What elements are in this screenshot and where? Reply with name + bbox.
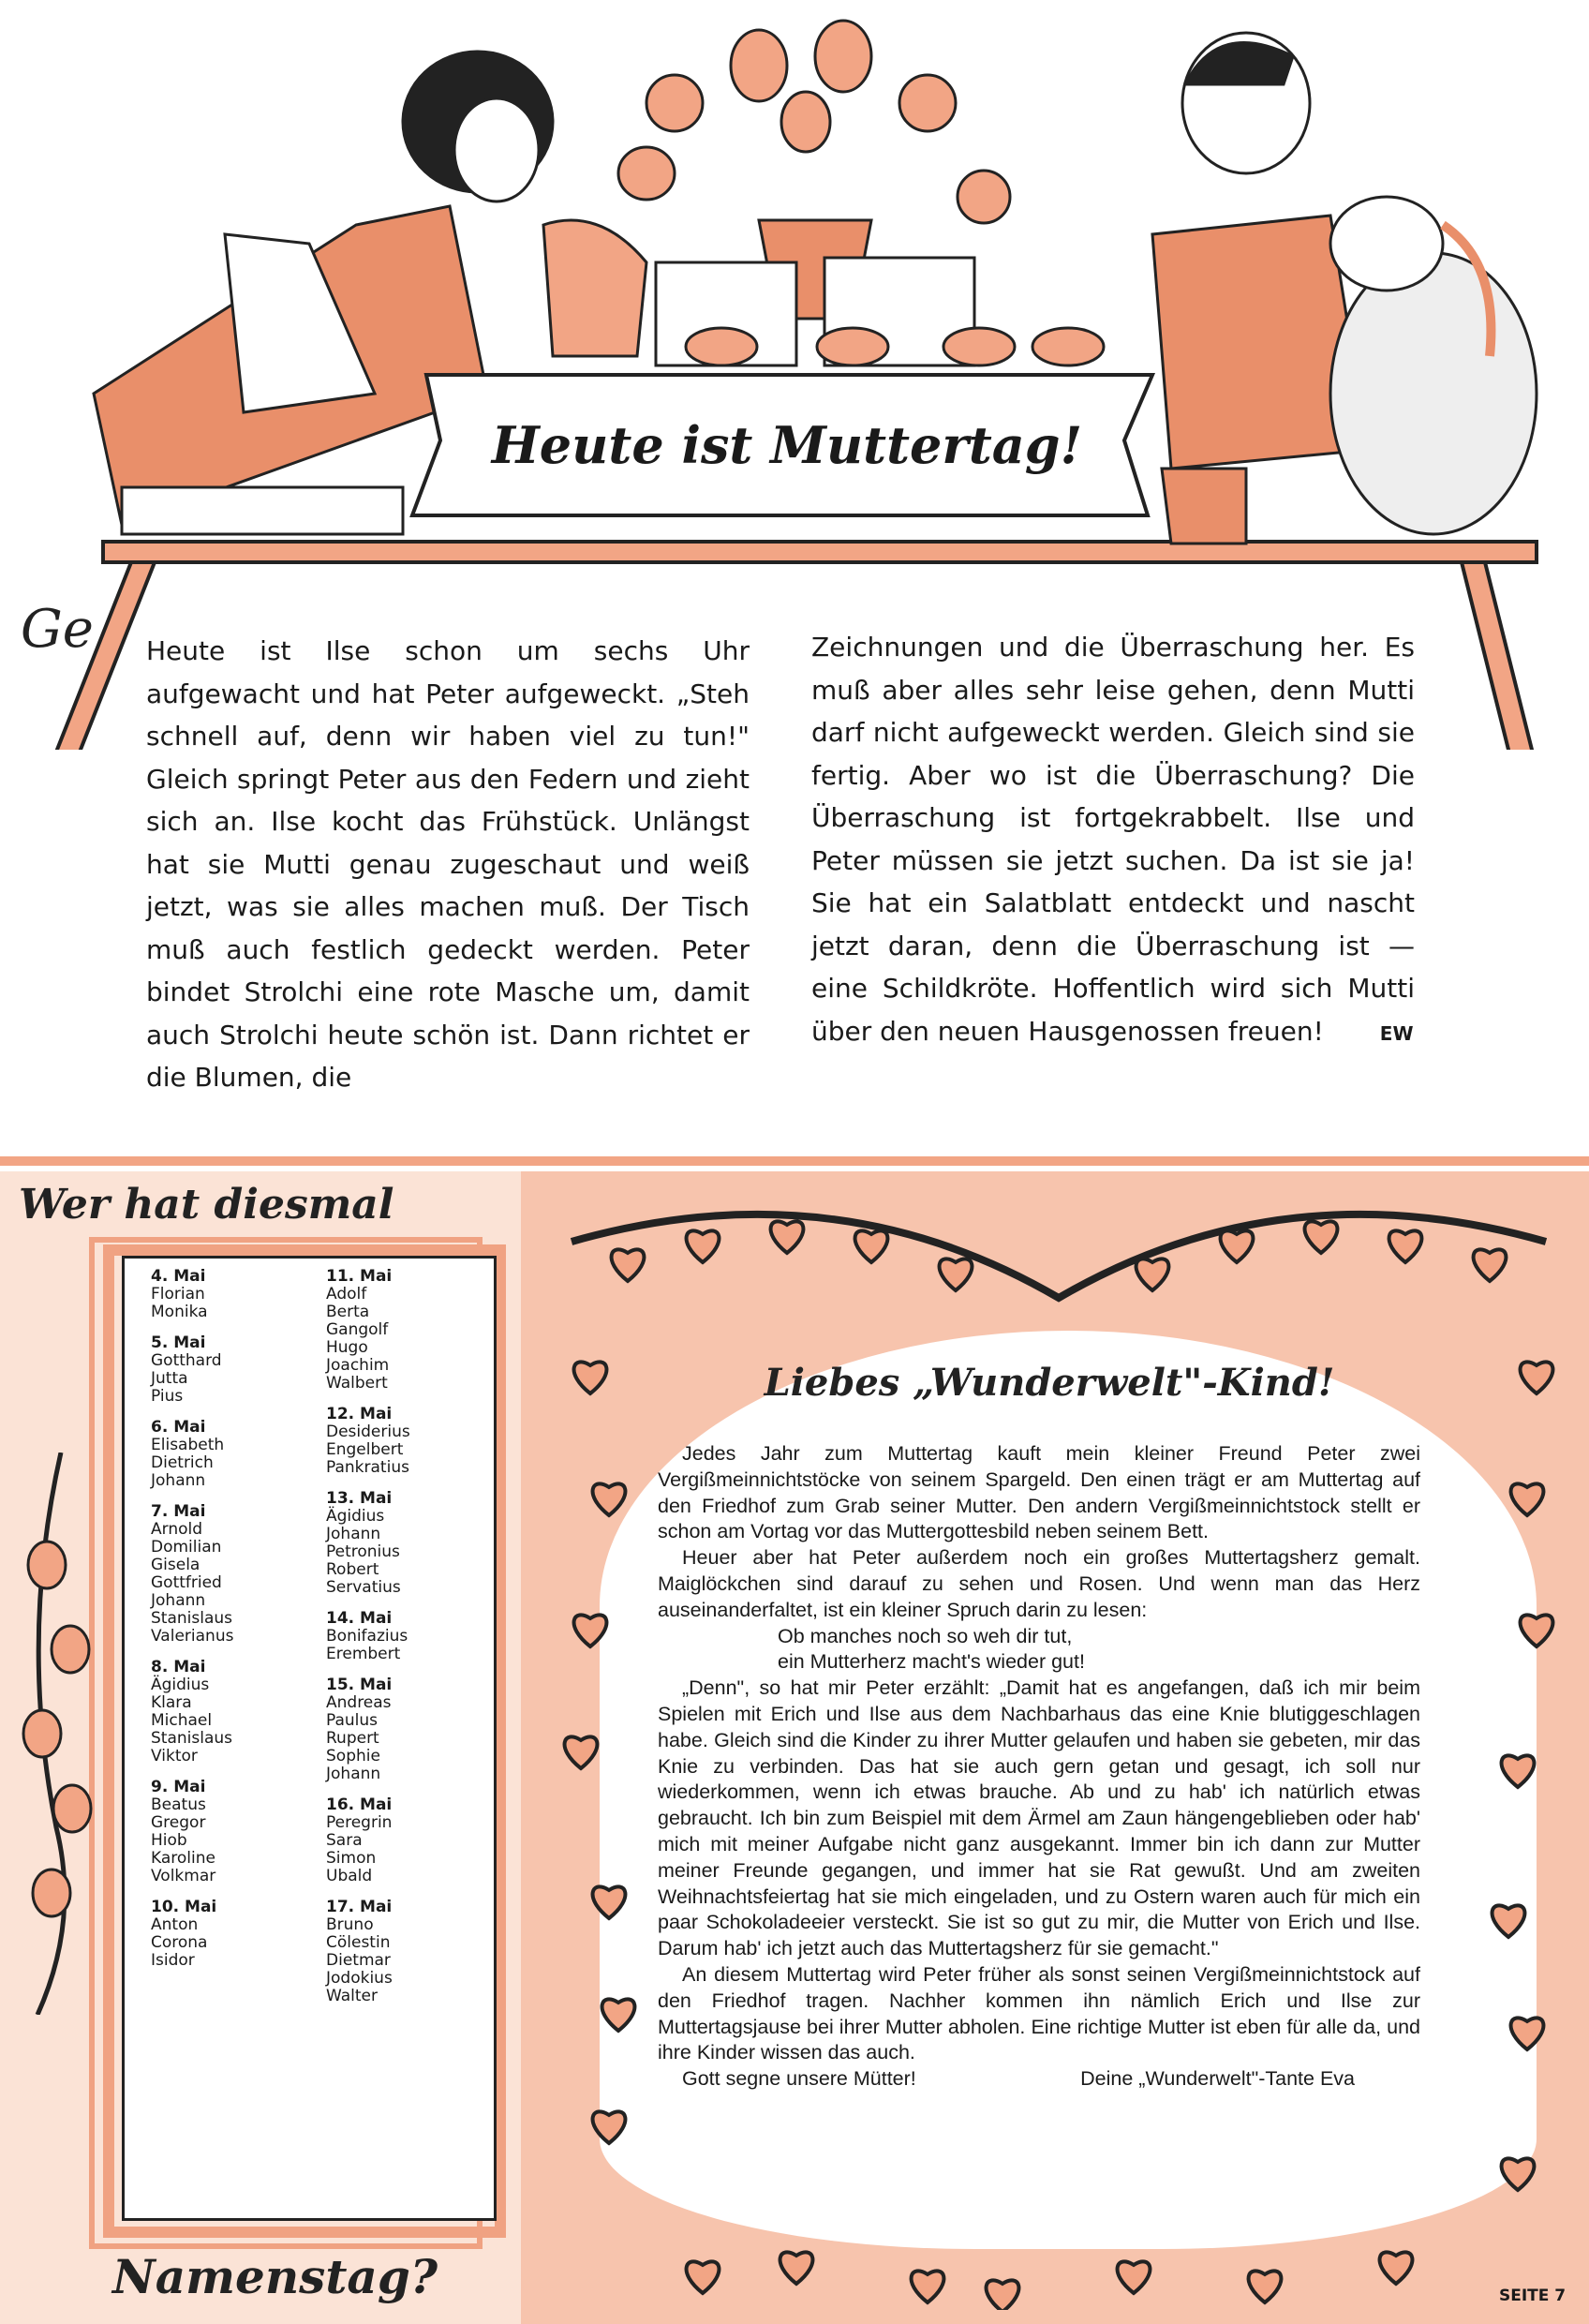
section-divider bbox=[0, 1156, 1589, 1166]
heart-icon bbox=[780, 2252, 813, 2284]
namenstag-name: Dietmar bbox=[326, 1951, 391, 1970]
letter-paragraph: „Denn", so hat mir Peter erzählt: „Damit hat es angefangen, daß ich mir beim Spielen mit Erich und Ilse aus dem Nachbarhaus das eine Knie blutiggeschlagen habe. Gleich sind die Kinder zu ihrer Mutter gelaufen und haben sie gebeten, mir das Knie zu verbinden. Das hat sie auch gern getan und gesagt, ich soll nur wiederkommen, wenn ich etwas brauche. Ab und zu hab' ich natürlich etwas gebraucht. Ich bin zum Beispiel mit dem Ärmel am Zaun hängengeblieben oder hab' mich mit meiner Aufgabe nicht ganz ausgekannt. Immer bin ich dann zur Mutter meiner Freunde gegangen, und immer hat sie Rat gewußt. Und am zweiten Weihnachtsfeiertag hat sie mich eingeladen, und zu Ostern waren auch für mich ein paar Schokoladeeier versteckt. Sie ist so gut zu mir, die Mutter von Erich und Ilse. Darum hab' ich jetzt auch das Muttertagsherz für sie gemacht." bbox=[658, 1676, 1420, 1960]
namenstag-date: 16. Mai bbox=[326, 1795, 393, 1814]
namenstag-name: Gangolf bbox=[326, 1320, 389, 1339]
namenstag-date: 7. Mai bbox=[151, 1502, 206, 1521]
namenstag-name: Walbert bbox=[326, 1374, 388, 1393]
namenstag-name: Simon bbox=[326, 1849, 377, 1868]
heart-icon bbox=[940, 1259, 973, 1290]
heart-icon bbox=[771, 1221, 804, 1253]
heart-icon bbox=[574, 1615, 607, 1646]
namenstag-date: 8. Mai bbox=[151, 1658, 206, 1676]
namenstag-name: Gotthard bbox=[151, 1351, 222, 1370]
namenstag-title-top: Wer hat diesmal bbox=[19, 1181, 394, 1229]
namenstag-name: Hugo bbox=[326, 1338, 368, 1357]
namenstag-name: Jutta bbox=[151, 1369, 188, 1388]
heart-icon bbox=[1521, 1362, 1553, 1393]
namenstag-name: Beatus bbox=[151, 1795, 206, 1814]
page-number: SEITE 7 bbox=[1499, 2287, 1567, 2305]
namenstag-name: Pankratius bbox=[326, 1458, 409, 1477]
heart-icon bbox=[1249, 2271, 1282, 2302]
heart-icon bbox=[593, 1886, 626, 1918]
namenstag-list-card bbox=[122, 1256, 497, 2221]
heart-icon bbox=[593, 2111, 626, 2143]
namenstag-name: Stanislaus bbox=[151, 1729, 233, 1748]
namenstag-name: Karoline bbox=[151, 1849, 215, 1868]
namenstag-date: 5. Mai bbox=[151, 1333, 206, 1352]
namenstag-name: Adolf bbox=[326, 1285, 367, 1304]
letter-blessing: Gott segne unsere Mütter! bbox=[682, 2067, 916, 2091]
namenstag-date: 11. Mai bbox=[326, 1267, 393, 1286]
namenstag-name: Berta bbox=[326, 1303, 370, 1321]
namenstag-date: 15. Mai bbox=[326, 1676, 393, 1694]
heart-icon bbox=[1511, 1483, 1544, 1515]
story-column-left: Heute ist Ilse schon um sechs Uhr aufgewacht und hat Peter aufgeweckt. „Steh schnell auf, denn wir haben viel zu tun!" Gleich springt Peter aus den Federn und zieht sich an. Ilse kocht das Frühstück. Unlängst hat sie Mutti genau zugeschaut und weiß jetzt, was sie alles machen muß. Der Tisch muß auch festlich gedeckt werden. Peter bindet Strolchi eine rote Masche um, damit auch Strolchi heute schön ist. Dann richtet er die Blumen, die bbox=[146, 635, 750, 1093]
letter-paragraph: Jedes Jahr zum Muttertag kauft mein kleiner Freund Peter zwei Vergißmeinnichtstöcke von seinem Spargeld. Den einen trägt er am Muttertag auf den Friedhof zum Grab seiner Mutter. Den andern Vergißmeinnichtstock stellt er schon am Vortag vor das Muttergottesbild neben seinem Bett. bbox=[658, 1442, 1420, 1543]
namenstag-date: 9. Mai bbox=[151, 1778, 206, 1796]
heart-icon bbox=[1511, 2018, 1544, 2049]
namenstag-date: 12. Mai bbox=[326, 1405, 393, 1423]
namenstag-date: 17. Mai bbox=[326, 1898, 393, 1916]
namenstag-name: Florian bbox=[151, 1285, 205, 1304]
story-column-right bbox=[811, 626, 1415, 1055]
namenstag-name: Erembert bbox=[326, 1645, 401, 1663]
heart-icon bbox=[1380, 2252, 1413, 2284]
namenstag-name: Corona bbox=[151, 1933, 208, 1952]
namenstag-name: Peregrin bbox=[326, 1813, 393, 1832]
namenstag-name: Viktor bbox=[151, 1747, 198, 1765]
story-author: EW bbox=[1379, 1021, 1414, 1045]
letter-title: Liebes „Wunderwelt"-Kind! bbox=[764, 1361, 1335, 1405]
namenstag-name: Dietrich bbox=[151, 1453, 214, 1472]
heart-icon bbox=[565, 1736, 598, 1768]
namenstag-name: Isidor bbox=[151, 1951, 195, 1970]
namenstag-date: 4. Mai bbox=[151, 1267, 206, 1286]
namenstag-column-1 bbox=[151, 1268, 233, 1970]
namenstag-name: Anton bbox=[151, 1915, 199, 1934]
namenstag-name: Hiob bbox=[151, 1831, 187, 1850]
namenstag-name: Servatius bbox=[326, 1578, 401, 1597]
namenstag-name: Johann bbox=[151, 1471, 206, 1490]
namenstag-column-2 bbox=[326, 1268, 410, 2005]
letter-body bbox=[658, 1441, 1420, 2093]
heart-icon bbox=[1502, 1755, 1535, 1787]
namenstag-name: Jodokius bbox=[326, 1969, 393, 1988]
namenstag-name: Stanislaus bbox=[151, 1609, 233, 1628]
heart-icon bbox=[612, 1249, 645, 1281]
heart-icon bbox=[1474, 1249, 1507, 1281]
namenstag-name: Ubald bbox=[326, 1867, 373, 1885]
letter-paragraph: Heuer aber hat Peter außerdem noch ein großes Muttertagsherz gemalt. Maiglöckchen sind darauf zu sehen und Rosen. Und wenn man das Herz auseinanderfaltet, ist ein kleiner Spruch darin zu lesen: bbox=[658, 1546, 1420, 1621]
namenstag-date: 14. Mai bbox=[326, 1609, 393, 1628]
namenstag-name: Michael bbox=[151, 1711, 213, 1730]
story-text-right: Zeichnungen und die Überraschung her. Es muß aber alles sehr leise gehen, denn Mutti darf nicht aufgeweckt werden. Gleich sind sie fertig. Aber wo ist die Überraschung? Die Überraschung ist fortgekrabbelt. Ilse und Peter müssen sie jetzt suchen. Da ist sie ja! Sie hat ein Salatblatt entdeckt und nascht jetzt daran, denn die Überraschung ist — eine Schildkröte. Hoffentlich wird sich Mutti über den neuen Hausgenossen freuen! bbox=[811, 632, 1415, 1047]
namenstag-name: Cölestin bbox=[326, 1933, 391, 1952]
namenstag-name: Domilian bbox=[151, 1538, 222, 1557]
illustrator-signature-ge: Ge bbox=[21, 599, 94, 660]
namenstag-name: Andreas bbox=[326, 1693, 392, 1712]
namenstag-name: Bonifazius bbox=[326, 1627, 408, 1646]
namenstag-name: Klara bbox=[151, 1693, 192, 1712]
namenstag-name: Gregor bbox=[151, 1813, 206, 1832]
letter-signature: Deine „Wunderwelt"-Tante Eva bbox=[1080, 2067, 1355, 2091]
namenstag-name: Robert bbox=[326, 1560, 379, 1579]
boy-and-dog-illustration bbox=[1152, 33, 1537, 544]
namenstag-name: Paulus bbox=[326, 1711, 379, 1730]
heart-icon bbox=[987, 2280, 1019, 2310]
heart-icon bbox=[687, 1230, 720, 1262]
namenstag-name: Petronius bbox=[326, 1542, 400, 1561]
namenstag-name: Gottfried bbox=[151, 1573, 222, 1592]
heart-icon bbox=[593, 1483, 626, 1515]
letter-paragraph: An diesem Muttertag wird Peter früher als sonst seinen Vergißmeinnichtstock auf den Friedhof tragen. Nachher kommen ihn nämlich Erich und Ilse zur Muttertagsjause bei ihrer Mutter abholen. Eine richtige Mutter ist eben für alle da, und ihre Kinder wissen das auch. bbox=[658, 1962, 1420, 2064]
namenstag-name: Monika bbox=[151, 1303, 208, 1321]
heart-icon bbox=[912, 2271, 944, 2302]
namenstag-name: Johann bbox=[326, 1525, 381, 1543]
lily-of-valley-icon bbox=[5, 1452, 98, 2015]
namenstag-name: Volkmar bbox=[151, 1867, 216, 1885]
heart-icon bbox=[1118, 2261, 1151, 2293]
heart-icon bbox=[1389, 1230, 1422, 1262]
letter-closing bbox=[658, 2066, 1420, 2093]
namenstag-name: Ägidius bbox=[151, 1676, 210, 1694]
namenstag-date: 6. Mai bbox=[151, 1418, 206, 1437]
namenstag-name: Johann bbox=[151, 1591, 206, 1610]
namenstag-name: Engelbert bbox=[326, 1440, 404, 1459]
namenstag-name: Bruno bbox=[326, 1915, 374, 1934]
heart-icon bbox=[855, 1230, 888, 1262]
heart-icon bbox=[1492, 1905, 1525, 1937]
heart-icon bbox=[1521, 1615, 1553, 1646]
namenstag-name: Elisabeth bbox=[151, 1436, 225, 1454]
namenstag-name: Joachim bbox=[326, 1356, 390, 1375]
namenstag-name: Ägidius bbox=[326, 1507, 385, 1526]
namenstag-date: 10. Mai bbox=[151, 1898, 217, 1916]
letter-verse-line: ein Mutterherz macht's wieder gut! bbox=[778, 1650, 1085, 1674]
namenstag-name: Rupert bbox=[326, 1729, 379, 1748]
heart-icon bbox=[687, 2261, 720, 2293]
namenstag-name: Walter bbox=[326, 1987, 378, 2005]
namenstag-name: Gisela bbox=[151, 1556, 200, 1574]
namenstag-date: 13. Mai bbox=[326, 1489, 393, 1508]
namenstag-name: Johann bbox=[326, 1765, 381, 1783]
page-title: Heute ist Muttertag! bbox=[491, 415, 1083, 475]
namenstag-name: Sara bbox=[326, 1831, 363, 1850]
heart-icon bbox=[1136, 1259, 1169, 1290]
heart-icon bbox=[1221, 1230, 1254, 1262]
tulip-vase-illustration bbox=[543, 21, 1104, 365]
namenstag-name: Valerianus bbox=[151, 1627, 234, 1646]
namenstag-name: Desiderius bbox=[326, 1423, 410, 1441]
namenstag-name: Pius bbox=[151, 1387, 184, 1406]
namenstag-title-bottom: Namenstag? bbox=[112, 2249, 438, 2304]
heart-icon bbox=[1305, 1221, 1338, 1253]
letter-verse-line: Ob manches noch so weh dir tut, bbox=[778, 1624, 1073, 1647]
heart-icon bbox=[602, 1999, 635, 2031]
heart-icon bbox=[574, 1362, 607, 1393]
namenstag-name: Sophie bbox=[326, 1747, 380, 1765]
namenstag-name: Arnold bbox=[151, 1520, 203, 1539]
heart-icon bbox=[1502, 2158, 1535, 2190]
